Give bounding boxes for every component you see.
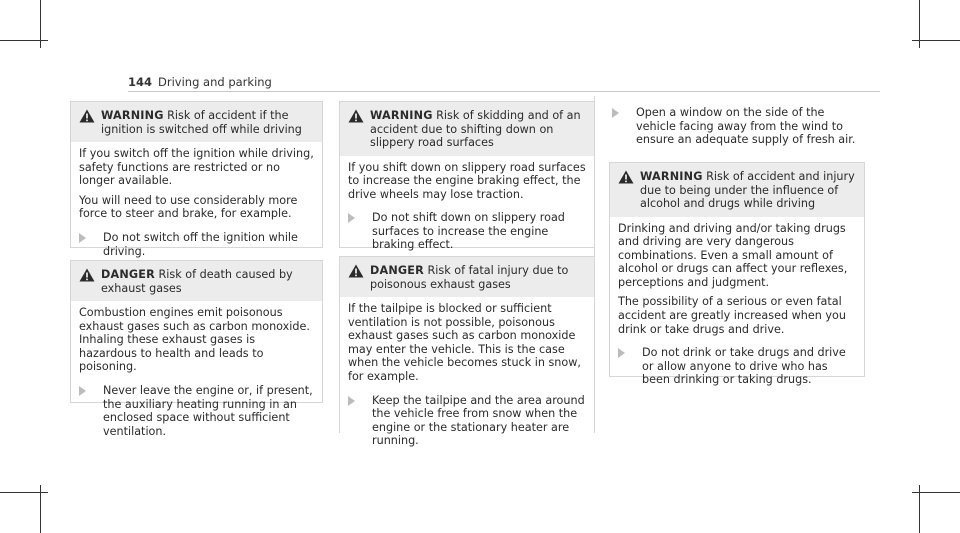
crop-mark bbox=[912, 40, 960, 41]
header-rule bbox=[128, 91, 880, 92]
warning-box-skidding bbox=[339, 101, 595, 252]
arrow-icon bbox=[612, 108, 619, 118]
action-step bbox=[79, 384, 314, 438]
page-header bbox=[128, 75, 272, 89]
action-step bbox=[348, 394, 587, 448]
box-paragraph: If the tailpipe is blocked or sufficient ventilation is not possible, poisonous exhaust gases such as carbon monoxide may enter the vehicle. This is the case when the vehicle becomes stuck in snow, for example. bbox=[348, 302, 581, 383]
action-step bbox=[348, 211, 586, 252]
warning-box-alcohol bbox=[609, 162, 865, 387]
box-title: Risk of accident and injury due to being under the influence of alcohol and drugs while driving bbox=[640, 170, 855, 210]
warning-box-ignition bbox=[70, 101, 323, 258]
box-header bbox=[71, 261, 322, 301]
step-text: Open a window on the side of the vehicle facing away from the wind to ensure an adequate supply of fresh air. bbox=[636, 106, 856, 147]
step-text: Do not switch off the ignition while driving. bbox=[103, 230, 298, 258]
arrow-icon bbox=[348, 213, 355, 223]
crop-mark bbox=[0, 492, 48, 493]
box-paragraph: The possibility of a serious or even fatal accident are greatly increased when you drink or take drugs and drive. bbox=[618, 295, 846, 336]
box-paragraph: If you shift down on slippery road surfaces to increase the engine braking effect, the drive wheels may lose traction. bbox=[348, 160, 586, 201]
box-header bbox=[340, 102, 594, 156]
box-title: Risk of accident if the ignition is switched off while driving bbox=[101, 109, 302, 136]
box-label: DANGER bbox=[370, 264, 424, 277]
step-text: Do not shift down on slippery road surfaces to increase the engine braking effect. bbox=[372, 211, 565, 252]
warning-triangle-icon bbox=[348, 264, 364, 278]
arrow-icon bbox=[618, 348, 625, 358]
box-header bbox=[340, 257, 595, 297]
step-text: Do not drink or take drugs and drive or allow anyone to drive who has been drinking or taking drugs. bbox=[642, 346, 846, 387]
box-title: Risk of fatal injury due to poisonous exhaust gases bbox=[370, 264, 569, 291]
warning-triangle-icon bbox=[79, 268, 95, 282]
box-header bbox=[610, 163, 864, 217]
continued-step bbox=[612, 106, 862, 147]
box-label: DANGER bbox=[101, 268, 155, 281]
action-step bbox=[618, 346, 856, 387]
page-number: 144 bbox=[128, 75, 153, 89]
step-text: Never leave the engine or, if present, the auxiliary heating running in an enclosed space without sufficient ventilation. bbox=[103, 383, 313, 438]
section-title: Driving and parking bbox=[158, 75, 272, 89]
box-label: WARNING bbox=[370, 109, 433, 122]
box-header bbox=[71, 102, 322, 142]
arrow-icon bbox=[79, 386, 86, 396]
box-paragraph: Combustion engines emit poisonous exhaust gases such as carbon monoxide. Inhaling these exhaust gases is hazardous to health and leads to poisoning. bbox=[79, 306, 310, 374]
danger-box-tailpipe bbox=[339, 256, 595, 448]
warning-triangle-icon bbox=[618, 170, 634, 184]
warning-triangle-icon bbox=[348, 109, 364, 123]
box-title: Risk of death caused by exhaust gases bbox=[101, 268, 293, 295]
box-paragraph: You will need to use considerably more force to steer and brake, for example. bbox=[79, 193, 298, 221]
continuation-line bbox=[594, 96, 595, 433]
crop-mark bbox=[912, 492, 960, 493]
box-label: WARNING bbox=[640, 170, 703, 183]
box-title: Risk of skidding and of an accident due to shifting down on slippery road surfaces bbox=[370, 109, 581, 149]
arrow-icon bbox=[79, 233, 86, 243]
warning-triangle-icon bbox=[79, 109, 95, 123]
crop-mark bbox=[0, 40, 48, 41]
action-step bbox=[612, 106, 862, 147]
step-text: Keep the tailpipe and the area around the vehicle free from snow when the engine or the stationary heater are running. bbox=[372, 393, 585, 448]
action-step bbox=[79, 231, 314, 258]
danger-box-exhaust bbox=[70, 260, 323, 438]
box-paragraph: If you switch off the ignition while driving, safety functions are restricted or no longer available. bbox=[79, 147, 314, 188]
box-paragraph: Drinking and driving and/or taking drugs and driving are very dangerous combinations. Even a small amount of alcohol or drugs can affect your reflexes, perceptions and judgment. bbox=[618, 221, 848, 289]
arrow-icon bbox=[348, 396, 355, 406]
box-label: WARNING bbox=[101, 109, 164, 122]
